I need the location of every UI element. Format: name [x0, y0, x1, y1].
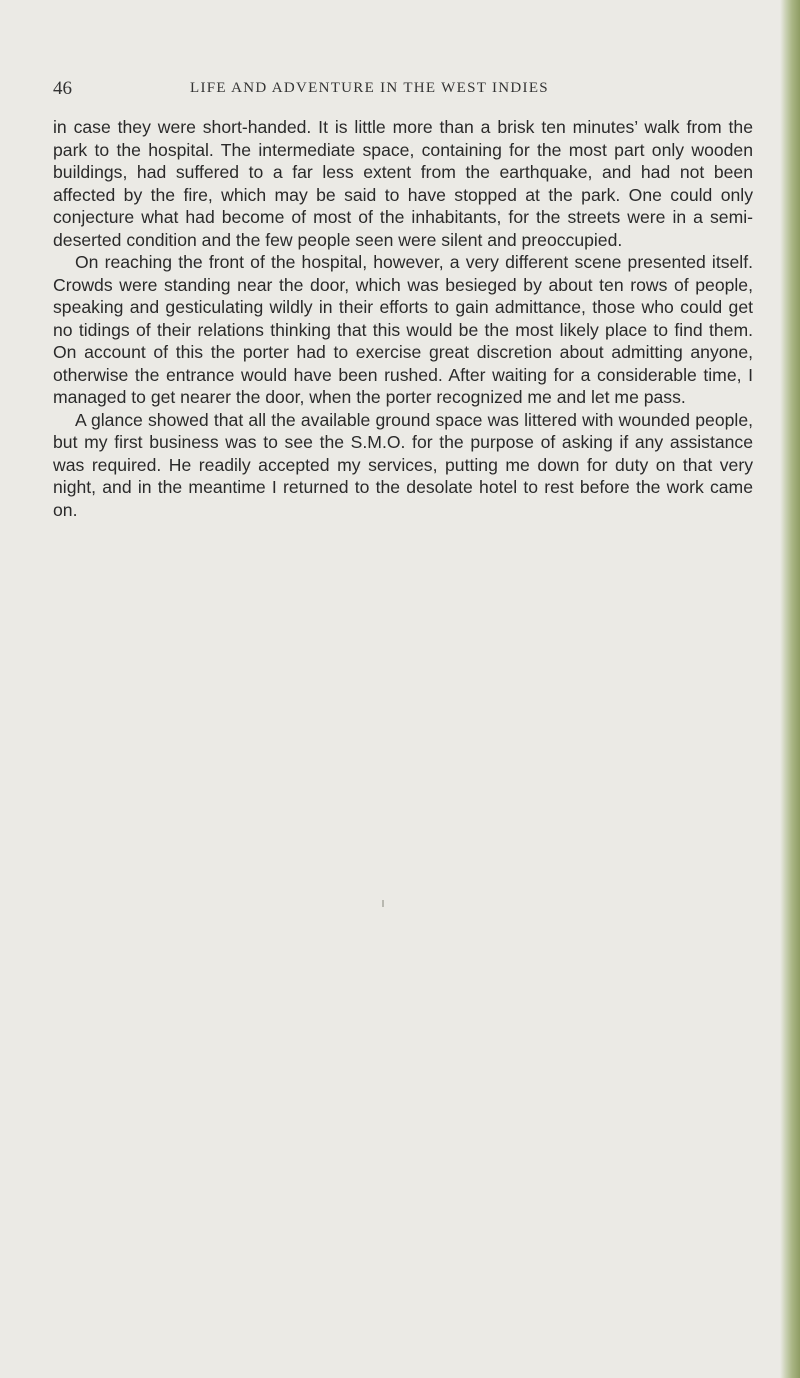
- paper-speck: [382, 900, 384, 907]
- body-text: [53, 116, 753, 521]
- paragraph: On reaching the front of the hospital, however, a very different scene presented itself. Crowds were standing near the door, which was besieged by about ten rows of people, speaking and gesticulating wildly in their efforts to gain admittance, those who could get no tidings of their relations thinking that this would be the most likely place to find them. On account of this the porter had to exercise great discretion about admitting anyone, otherwise the entrance would have been rushed. After waiting for a considerable time, I managed to get nearer the door, when the porter recognized me and let me pass.: [53, 252, 753, 407]
- running-head: LIFE AND ADVENTURE IN THE WEST INDIES: [190, 80, 549, 96]
- page-header: [53, 78, 753, 102]
- paragraph: in case they were short-handed. It is little more than a brisk ten minutes’ walk from the park to the hospital. The intermediate space, containing for the most part only wooden buildings, had suffered to a far less extent from the earthquake, and had not been affected by the fire, which may be said to have stopped at the park. One could only conjecture what had become of most of the inhabitants, for the streets were in a semi-deserted condition and the few people seen were silent and preoccupied.: [53, 117, 753, 250]
- page-number: 46: [53, 78, 72, 99]
- paragraph: A glance showed that all the available ground space was littered with wounded people, but my first business was to see the S.M.O. for the purpose of asking if any assistance was required. He readily accepted my services, putting me down for duty on that very night, and in the meantime I returned to the desolate hotel to rest before the work came on.: [53, 409, 753, 520]
- page-edge-binding: [780, 0, 800, 1378]
